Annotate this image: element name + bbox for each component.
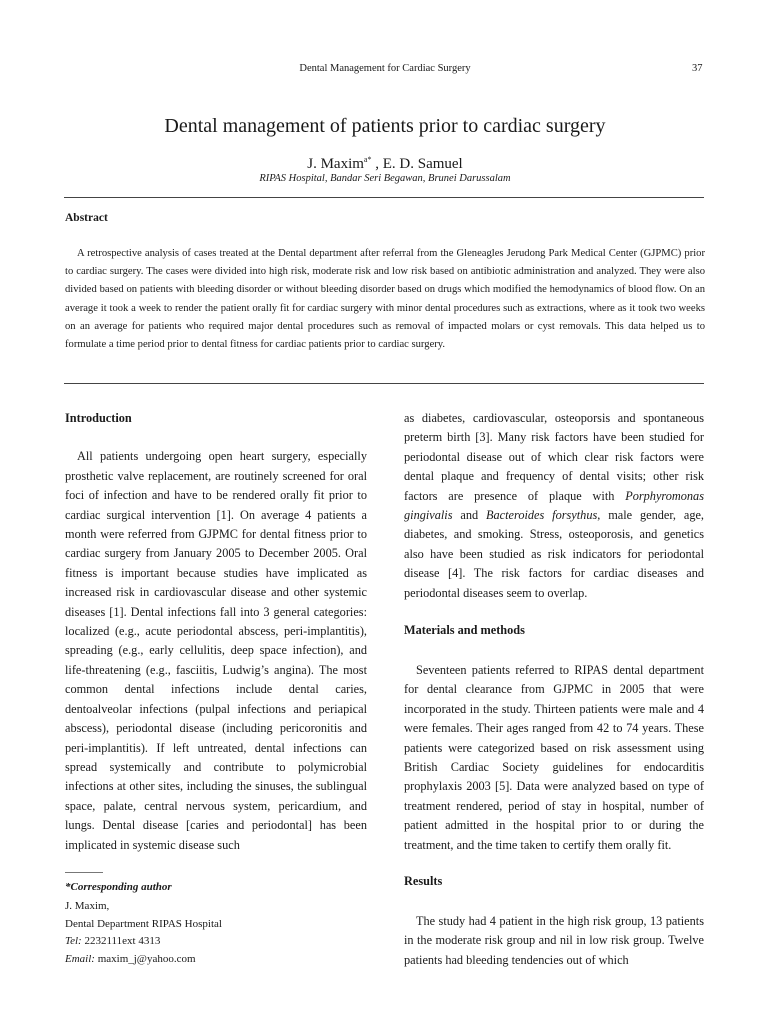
divider-top: [64, 197, 704, 198]
affiliation: RIPAS Hospital, Bandar Seri Begawan, Brunei Darussalam: [259, 173, 511, 184]
article-title: Dental management of patients prior to cardiac surgery: [164, 115, 606, 137]
author-1: J. Maxim: [307, 156, 364, 172]
divider-bottom: [64, 383, 704, 384]
author-1-marker: a*: [363, 155, 372, 164]
left-column: [65, 409, 367, 855]
results-text: The study had 4 patient in the high risk group, 13 patients in the moderate risk group and nil in low risk group. Twelve patients had bleeding tendencies out of which: [404, 914, 704, 967]
email-label: Email:: [65, 952, 95, 965]
methods-text: Seventeen patients referred to RIPAS dental department for dental clearance from GJPMC in 2005 that were incorporated in the study. Thirteen patients were male and 4 were females. Their ages ranged from 42 to 74 years. These patients were categorized based on risk assessment using British Cardiac Society guidelines for endocarditis prophylaxis 2003 [5]. Data were analyzed based on type of treatment rendered, period of stay in hospital, number of patient admitted in the hospital prior to or during the treatment, and the time taken to certify them orally fit.: [404, 663, 704, 852]
continuation-and: and: [452, 508, 487, 523]
abstract-text: A retrospective analysis of cases treated at the Dental department after referral from the Gleneagles Jerudong Park Medical Center (GJPMC) prior to cardiac surgery. The cases were divided into high risk, moderate risk and low risk based on antibiotic administration and analyzed. They were also divided based on patients with bleeding disorder or without bleeding disorder based on drugs which modified the hemodynamics of blood flow. On an average it took a week to render the patient orally fit for cardiac surgery with minor dental procedures such as extractions, where as it took two weeks on an average for patients who required major dental procedures such as removal of impacted molars or cyst removals. This data helped us to formulate a time period prior to dental fitness for cardiac patients prior to cardiac surgery.: [65, 248, 705, 351]
corresponding-author-label: *Corresponding author: [65, 881, 172, 893]
author-2: E. D. Samuel: [382, 156, 463, 172]
page-number: 37: [692, 63, 703, 74]
methods-heading: Materials and methods: [404, 623, 525, 637]
introduction-text: All patients undergoing open heart surgery, especially prosthetic valve replacement, are routinely screened for oral foci of infection and have to be rendered orally fit prior to cardiac surgical intervention [1]. On average 4 patients a month were referred from GJPMC for dental fitness prior to cardiac surgery from January 2005 to December 2005. Oral fitness is important because studies have implicated as increased risk in cardiovascular disease and other systemic diseases [1]. Dental infections fall into 3 general categories: localized (e.g., acute periodontal abscess, peri-implantitis), spreading (e.g., early cellulitis, deep space infection), and life-threatening (e.g., fasciitis, Ludwig’s angina). The most common dental infections include dental caries, dentoalveolar infections (pulpal infections and periapical abscess), periodontal disease (including pericoronitis and peri-implantitis). If left untreated, dental infections can spread systemically and contribute to polymicrobial infections at other sites, including the sinuses, the sublingual space, palate, central nervous system, pericardium, and lungs. Dental disease [caries and periodontal] has been implicated in systemic disease such: [65, 449, 367, 852]
author-line: [0, 155, 770, 173]
tel-value: 2232111ext 4313: [81, 935, 161, 948]
footnote-tel: [65, 933, 367, 951]
introduction-heading: Introduction: [65, 411, 132, 425]
right-column: [404, 409, 704, 603]
species-porphyromonas: Porphyromonas gingivalis: [404, 488, 704, 523]
results-heading: Results: [404, 874, 443, 888]
author-separator: ,: [371, 156, 383, 172]
intro-continuation: [404, 409, 704, 603]
footnote-email: [65, 951, 367, 969]
continuation-part-1: as diabetes, cardiovascular, osteoporsis and spontaneous preterm birth [3]. Many risk factors have been studied for periodontal disease out of which clear risk factors were dental plaque and frequency of dental visits; other risk factors are presence of plaque with: [404, 411, 704, 503]
tel-label: Tel:: [65, 935, 82, 948]
abstract-heading: Abstract: [65, 212, 108, 224]
footnote-details: [65, 898, 367, 968]
footnote-divider: [65, 872, 103, 873]
running-title: Dental Management for Cardiac Surgery: [299, 63, 471, 74]
species-bacteroides: Bacteroides forsythus: [486, 508, 598, 523]
footnote-name: J. Maxim,: [65, 900, 110, 912]
email-value: maxim_j@yahoo.com: [94, 952, 196, 965]
footnote-department: Dental Department RIPAS Hospital: [65, 917, 222, 930]
continuation-part-2: , male gender, age, diabetes, and smoking. Stress, osteoporosis, and genetics also have been studied as risk indicators for periodontal disease [4]. The risk factors for cardiac diseases and periodontal diseases seem to overlap.: [404, 508, 705, 600]
